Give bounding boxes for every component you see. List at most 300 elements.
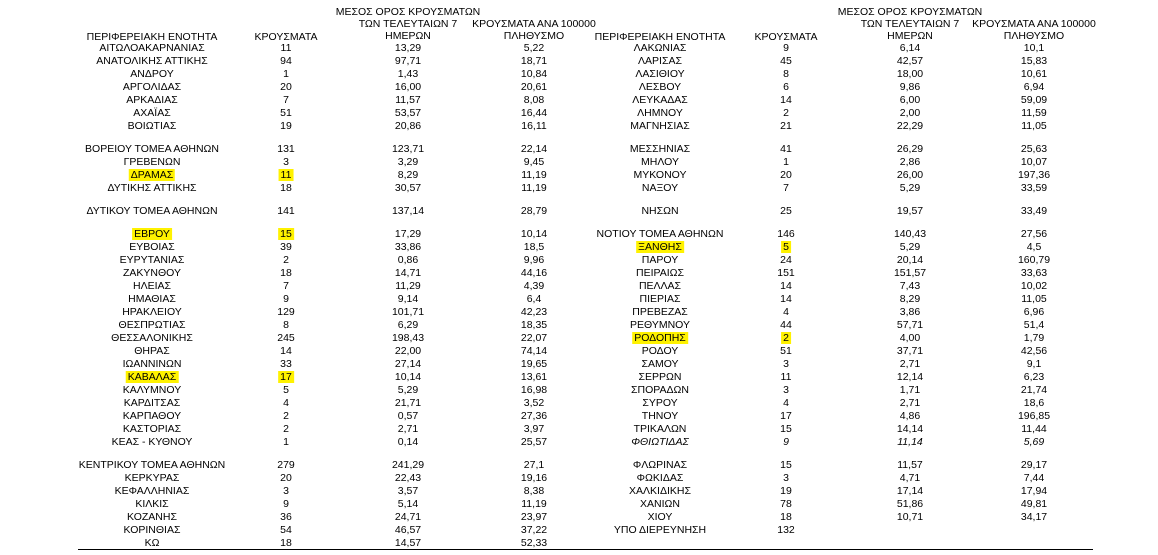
- right-row-cases-cell: [783, 156, 789, 168]
- left-row-per-cell: [521, 436, 547, 448]
- right-row-per-text: 33,63: [1020, 267, 1048, 279]
- right-row-per-text: 34,17: [1020, 511, 1048, 523]
- left-row-name-text: ΖΑΚΥΝΘΟΥ: [122, 267, 182, 279]
- right-row-name-highlight: ΡΟΔΟΠΗΣ: [634, 332, 686, 344]
- right-row-avg-cell: [900, 332, 920, 344]
- left-row-name-text: ΑΙΤΩΛΟΑΚΑΡΝΑΝΙΑΣ: [99, 42, 205, 54]
- left-row-name-cell: [79, 459, 225, 471]
- right-row-name-text: ΠΡΕΒΕΖΑΣ: [632, 306, 688, 318]
- right-row-name-cell: [640, 293, 681, 305]
- left-row-per-text: 10,14: [520, 228, 548, 240]
- left-row-avg-cell: [395, 107, 421, 119]
- left-row-avg-cell: [395, 94, 421, 106]
- header-region-left: ΠΕΡΙΦΕΡΕΙΑΚΗ ΕΝΟΤΗΤΑ: [86, 31, 218, 43]
- left-row-cases-cell: [283, 94, 289, 106]
- left-row-cases-text: 18: [280, 267, 292, 279]
- right-row-per-cell: [1024, 397, 1044, 409]
- left-row-avg-cell: [398, 436, 418, 448]
- left-row-name-cell: [96, 55, 207, 67]
- left-row-per-cell: [521, 332, 547, 344]
- right-row-name-cell: [641, 205, 678, 217]
- left-row-cases-text: 8: [283, 319, 289, 331]
- right-row-cases-text: 24: [780, 254, 792, 266]
- right-row-cases-cell: [783, 397, 789, 409]
- left-row-per-text: 18,35: [520, 319, 548, 331]
- left-row-per-cell: [521, 267, 547, 279]
- right-row-name-cell: [642, 345, 679, 357]
- right-row-name-cell: [642, 397, 677, 409]
- right-row-avg-text: 19,57: [896, 205, 924, 217]
- left-row-per-cell: [521, 384, 547, 396]
- right-row-per-text: 10,02: [1020, 280, 1048, 292]
- right-row-per-text: 7,44: [1023, 472, 1045, 484]
- left-row-name-text: ΑΝΔΡΟΥ: [130, 68, 174, 80]
- right-row-name-cell: [631, 436, 689, 448]
- right-row-avg-text: 11,57: [897, 459, 923, 471]
- right-row-name-text: ΧΙΟΥ: [647, 511, 673, 523]
- right-row-cases-text: 151: [777, 267, 795, 279]
- right-row-avg-cell: [900, 306, 920, 318]
- right-row-avg-cell: [897, 511, 923, 523]
- right-row-per-cell: [1021, 143, 1047, 155]
- right-row-name-text: ΛΑΚΩΝΙΑΣ: [633, 42, 687, 54]
- left-row-avg-text: 11,29: [395, 280, 421, 292]
- left-row-cases-cell: [280, 524, 292, 536]
- right-row-avg-text: 10,71: [896, 511, 924, 523]
- right-row-name-cell: [636, 267, 684, 279]
- right-row-cases-cell: [781, 241, 791, 253]
- right-row-per-text: 42,56: [1020, 345, 1048, 357]
- left-row-name-text: ΙΩΑΝΝΙΝΩΝ: [122, 358, 182, 370]
- left-row-cases-text: 36: [280, 511, 292, 523]
- right-row-name-text: ΣΑΜΟΥ: [641, 358, 679, 370]
- right-row-cases-text: 14: [780, 280, 792, 292]
- right-row-per-text: 9,1: [1026, 358, 1042, 370]
- left-row-avg-text: 137,14: [391, 205, 425, 217]
- right-row-name-cell: [631, 384, 689, 396]
- right-row-avg-cell: [900, 410, 920, 422]
- left-row-avg-cell: [395, 345, 421, 357]
- left-row-name-text: ΚΟΖΑΝΗΣ: [127, 511, 177, 523]
- left-row-per-text: 44,16: [520, 267, 548, 279]
- left-row-per-cell: [521, 169, 547, 181]
- right-row-per-text: 197,36: [1017, 169, 1051, 181]
- right-row-avg-text: 5,29: [899, 182, 921, 194]
- left-row-name-cell: [119, 319, 186, 331]
- right-row-per-cell: [1018, 410, 1050, 422]
- left-row-name-text: ΚΑΡΔΙΤΣΑΣ: [123, 397, 181, 409]
- left-row-name-highlight: ΕΒΡΟΥ: [134, 228, 170, 240]
- right-row-cases-text: 8: [783, 68, 789, 80]
- left-row-avg-cell: [398, 68, 418, 80]
- right-row-avg-cell: [897, 143, 923, 155]
- right-row-cases-cell: [780, 319, 792, 331]
- right-row-name-cell: [641, 358, 678, 370]
- right-row-cases-cell: [783, 384, 789, 396]
- right-row-avg-cell: [900, 182, 920, 194]
- right-row-avg-text: 18,00: [896, 68, 924, 80]
- right-row-per-text: 33,59: [1020, 182, 1048, 194]
- right-row-per-text: 1,79: [1023, 332, 1045, 344]
- bottom-rule: [78, 549, 1093, 550]
- right-row-per-cell: [1021, 280, 1047, 292]
- left-row-avg-text: 24,71: [394, 511, 422, 523]
- left-row-per-cell: [521, 205, 547, 217]
- left-row-per-text: 18,5: [523, 241, 545, 253]
- left-row-avg-cell: [395, 371, 421, 383]
- right-row-avg-cell: [894, 267, 926, 279]
- right-row-cases-cell: [780, 485, 792, 497]
- right-row-name-text: ΦΛΩΡΙΝΑΣ: [632, 459, 688, 471]
- right-row-cases-cell: [780, 423, 792, 435]
- right-row-name-cell: [630, 120, 690, 132]
- right-row-avg-cell: [897, 498, 923, 510]
- left-row-cases-text: 11: [280, 42, 292, 54]
- left-row-cases-text: 33: [280, 358, 292, 370]
- left-row-cases-text: 4: [283, 397, 289, 409]
- left-row-avg-cell: [392, 459, 424, 471]
- left-row-name-text: ΚΟΡΙΝΘΙΑΣ: [123, 524, 181, 536]
- left-row-per-text: 13,61: [520, 371, 548, 383]
- left-row-avg-text: 1,43: [397, 68, 419, 80]
- right-row-per-cell: [1018, 169, 1050, 181]
- right-row-per-cell: [1021, 156, 1047, 168]
- left-row-name-text: ΓΡΕΒΕΝΩΝ: [123, 156, 181, 168]
- right-row-cases-cell: [783, 182, 789, 194]
- right-row-cases-text: 41: [780, 143, 792, 155]
- right-row-avg-text: 22,29: [896, 120, 924, 132]
- right-row-name-cell: [632, 94, 688, 106]
- left-row-name-cell: [124, 524, 181, 536]
- left-row-avg-cell: [398, 156, 418, 168]
- left-row-cases-cell: [280, 120, 292, 132]
- left-row-name-text: ΑΡΚΑΔΙΑΣ: [126, 94, 178, 106]
- right-row-cases-cell: [780, 511, 792, 523]
- right-row-avg-text: 51,86: [896, 498, 924, 510]
- right-row-name-cell: [648, 511, 673, 523]
- left-row-cases-cell: [280, 537, 292, 549]
- right-row-avg-text: 12,14: [896, 371, 924, 383]
- right-row-avg-text: 26,00: [896, 169, 924, 181]
- right-row-per-text: 29,17: [1020, 459, 1048, 471]
- left-row-cases-text: 131: [277, 143, 295, 155]
- left-row-per-text: 37,22: [520, 524, 548, 536]
- right-row-avg-text: 2,00: [899, 107, 921, 119]
- left-row-name-cell: [124, 156, 181, 168]
- left-row-per-text: 11,19: [521, 498, 547, 510]
- right-row-per-cell: [1021, 107, 1047, 119]
- left-row-cases-text: 18: [280, 182, 292, 194]
- right-row-name-text: ΛΑΣΙΘΙΟΥ: [635, 68, 685, 80]
- left-row-cases-cell: [283, 397, 289, 409]
- left-row-cases-cell: [283, 254, 289, 266]
- right-row-name-text: ΛΕΣΒΟΥ: [638, 81, 682, 93]
- right-row-cases-text: 132: [777, 524, 795, 536]
- left-row-cases-text: 141: [277, 205, 295, 217]
- right-row-name-text: ΤΗΝΟΥ: [641, 410, 679, 422]
- right-row-name-text: ΜΗΛΟΥ: [641, 156, 679, 168]
- left-row-per-cell: [524, 94, 544, 106]
- right-row-cases-text: 44: [780, 319, 792, 331]
- left-row-name-text: ΚΕΝΤΡΙΚΟΥ ΤΟΜΕΑ ΑΘΗΝΩΝ: [78, 459, 226, 471]
- header-avg-right-3: ΗΜΕΡΩΝ: [887, 30, 933, 42]
- left-row-name-cell: [86, 205, 217, 217]
- left-row-name-cell: [134, 345, 169, 357]
- right-row-cases-cell: [780, 143, 792, 155]
- left-row-per-text: 6,4: [526, 293, 542, 305]
- right-row-name-text: ΧΑΛΚΙΔΙΚΗΣ: [629, 485, 691, 497]
- right-row-per-cell: [1024, 371, 1044, 383]
- right-row-cases-text: 45: [780, 55, 792, 67]
- left-row-name-text: ΚΑΣΤΟΡΙΑΣ: [122, 423, 182, 435]
- right-row-cases-cell: [783, 81, 789, 93]
- left-row-name-cell: [128, 120, 177, 132]
- right-row-name-text: ΦΘΙΩΤΙΔΑΣ: [631, 436, 689, 448]
- left-row-name-cell: [125, 472, 180, 484]
- left-row-cases-text: 1: [283, 68, 289, 80]
- right-row-cases-text: 15: [780, 423, 792, 435]
- right-row-per-text: 160,79: [1017, 254, 1051, 266]
- left-row-avg-cell: [398, 293, 418, 305]
- left-row-avg-text: 53,57: [394, 107, 422, 119]
- left-row-avg-cell: [395, 120, 421, 132]
- right-row-avg-text: 6,14: [899, 42, 921, 54]
- right-row-name-cell: [597, 228, 724, 240]
- right-row-name-text: ΠΕΛΛΑΣ: [638, 280, 682, 292]
- left-row-name-cell: [123, 423, 181, 435]
- left-row-avg-cell: [398, 169, 418, 181]
- left-row-cases-cell: [280, 345, 292, 357]
- left-row-name-cell: [129, 169, 175, 181]
- right-row-per-cell: [1021, 511, 1047, 523]
- header-cases-right: ΚΡΟΥΣΜΑΤΑ: [754, 31, 818, 43]
- left-row-name-text: ΚΑΛΥΜΝΟΥ: [122, 384, 182, 396]
- left-row-avg-cell: [398, 384, 418, 396]
- left-row-avg-text: 21,71: [394, 397, 422, 409]
- left-row-avg-cell: [395, 81, 421, 93]
- right-row-name-cell: [632, 332, 688, 344]
- right-row-avg-cell: [900, 397, 920, 409]
- left-row-per-cell: [524, 397, 544, 409]
- left-row-name-text: ΚΕΦΑΛΛΗΝΙΑΣ: [114, 485, 190, 497]
- left-row-name-cell: [99, 42, 204, 54]
- right-row-name-text: ΡΟΔΟΥ: [641, 345, 679, 357]
- right-row-name-text: ΜΥΚΟΝΟΥ: [633, 169, 687, 181]
- right-row-per-text: 51,4: [1023, 319, 1045, 331]
- right-row-cases-cell: [783, 68, 789, 80]
- right-row-per-cell: [1027, 241, 1042, 253]
- right-row-per-text: 6,23: [1023, 371, 1045, 383]
- right-row-avg-cell: [897, 254, 923, 266]
- left-row-cases-text: 9: [283, 498, 289, 510]
- left-row-cases-text: 2: [283, 410, 289, 422]
- right-row-cases-text: 14: [780, 94, 792, 106]
- left-row-cases-text: 7: [283, 94, 289, 106]
- left-row-cases-highlight: 17: [280, 371, 292, 383]
- right-row-cases-text: 3: [783, 358, 789, 370]
- right-row-cases-text: 15: [780, 459, 792, 471]
- right-row-cases-cell: [780, 280, 792, 292]
- left-row-cases-cell: [283, 280, 289, 292]
- left-row-avg-cell: [392, 205, 424, 217]
- left-row-name-cell: [132, 228, 172, 240]
- right-row-name-cell: [614, 524, 706, 536]
- right-row-name-cell: [632, 306, 688, 318]
- right-row-cases-cell: [780, 120, 792, 132]
- left-row-avg-cell: [395, 537, 421, 549]
- right-row-cases-cell: [781, 332, 791, 344]
- right-row-cases-text: 2: [783, 107, 789, 119]
- left-row-name-text: ΚΕΡΚΥΡΑΣ: [124, 472, 180, 484]
- right-row-avg-cell: [900, 107, 920, 119]
- left-row-cases-text: 3: [283, 485, 289, 497]
- right-row-per-text: 18,6: [1023, 397, 1045, 409]
- left-row-per-cell: [521, 410, 547, 422]
- header-avg-right-1: ΜΕΣΟΣ ΟΡΟΣ ΚΡΟΥΣΜΑΤΩΝ: [837, 6, 983, 18]
- left-row-avg-cell: [398, 319, 418, 331]
- left-row-avg-cell: [395, 241, 421, 253]
- left-row-avg-text: 101,71: [391, 306, 425, 318]
- left-row-avg-cell: [395, 228, 421, 240]
- right-row-per-text: 6,96: [1023, 306, 1045, 318]
- right-row-name-text: ΣΥΡΟΥ: [642, 397, 678, 409]
- right-row-cases-text: 9: [783, 436, 789, 448]
- right-row-avg-cell: [897, 345, 923, 357]
- left-row-cases-cell: [279, 169, 294, 181]
- right-row-per-cell: [1021, 55, 1047, 67]
- left-row-avg-text: 3,29: [397, 156, 419, 168]
- left-row-cases-cell: [283, 436, 289, 448]
- right-row-cases-cell: [780, 169, 792, 181]
- right-row-cases-cell: [783, 472, 789, 484]
- left-row-per-cell: [524, 254, 544, 266]
- left-row-cases-text: 245: [277, 332, 295, 344]
- left-row-cases-text: 7: [283, 280, 289, 292]
- right-row-name-highlight: ΞΑΝΘΗΣ: [638, 241, 682, 253]
- left-row-per-text: 42,23: [520, 306, 548, 318]
- right-row-avg-cell: [900, 293, 920, 305]
- left-row-name-cell: [135, 498, 168, 510]
- right-row-avg-cell: [897, 423, 923, 435]
- left-row-avg-text: 46,57: [394, 524, 422, 536]
- left-row-cases-cell: [283, 293, 289, 305]
- right-row-cases-text: 14: [780, 293, 792, 305]
- right-row-cases-cell: [780, 254, 792, 266]
- header-avg-left-1: ΜΕΣΟΣ ΟΡΟΣ ΚΡΟΥΣΜΑΤΩΝ: [335, 6, 481, 18]
- right-row-avg-text: 5,29: [899, 241, 921, 253]
- right-row-per-text: 10,1: [1023, 42, 1045, 54]
- left-row-per-cell: [521, 120, 547, 132]
- right-row-cases-text: 19: [780, 485, 792, 497]
- right-row-name-text: ΧΑΝΙΩΝ: [640, 498, 680, 510]
- left-row-avg-cell: [395, 472, 421, 484]
- left-row-cases-cell: [277, 306, 295, 318]
- left-row-per-text: 9,45: [523, 156, 545, 168]
- right-row-avg-text: 4,00: [899, 332, 921, 344]
- right-row-name-text: ΥΠΟ ΔΙΕΡΕΥΝΗΣΗ: [613, 524, 707, 536]
- left-row-name-cell: [129, 241, 175, 253]
- left-row-per-text: 4,39: [523, 280, 545, 292]
- right-row-cases-highlight: 5: [783, 241, 789, 253]
- right-row-name-text: ΡΕΘΥΜΝΟΥ: [629, 319, 691, 331]
- left-row-avg-cell: [395, 42, 421, 54]
- left-row-per-cell: [527, 293, 542, 305]
- left-row-avg-text: 27,14: [394, 358, 422, 370]
- left-row-cases-text: 5: [283, 384, 289, 396]
- right-row-cases-cell: [780, 459, 792, 471]
- left-row-avg-text: 2,71: [397, 423, 419, 435]
- left-row-per-cell: [521, 306, 547, 318]
- left-row-name-text: ΗΡΑΚΛΕΙΟΥ: [122, 306, 182, 318]
- right-row-per-cell: [1021, 120, 1047, 132]
- right-row-per-cell: [1021, 182, 1047, 194]
- left-row-cases-cell: [278, 371, 294, 383]
- left-row-per-cell: [524, 423, 544, 435]
- left-row-cases-text: 19: [280, 120, 292, 132]
- left-row-name-text: ΚΕΑΣ - ΚΥΘΝΟΥ: [111, 436, 193, 448]
- left-row-name-cell: [85, 143, 219, 155]
- right-row-per-text: 27,56: [1020, 228, 1048, 240]
- left-row-cases-text: 2: [283, 254, 289, 266]
- left-row-avg-text: 0,86: [397, 254, 419, 266]
- left-row-avg-text: 10,14: [394, 371, 422, 383]
- right-row-per-cell: [1024, 319, 1044, 331]
- left-row-cases-cell: [280, 81, 292, 93]
- right-row-avg-cell: [900, 472, 920, 484]
- right-row-name-cell: [636, 241, 684, 253]
- left-row-avg-text: 22,00: [394, 345, 422, 357]
- left-row-avg-cell: [395, 358, 421, 370]
- right-row-avg-text: 2,86: [899, 156, 921, 168]
- right-row-per-text: 25,63: [1020, 143, 1048, 155]
- right-row-cases-cell: [781, 371, 792, 383]
- right-row-avg-cell: [900, 358, 920, 370]
- left-row-avg-text: 97,71: [394, 55, 422, 67]
- left-row-name-text: ΕΥΒΟΙΑΣ: [129, 241, 175, 253]
- right-row-per-cell: [1021, 68, 1047, 80]
- left-row-avg-cell: [392, 306, 424, 318]
- left-row-per-text: 19,65: [520, 358, 548, 370]
- left-row-name-text: ΔΥΤΙΚΗΣ ΑΤΤΙΚΗΣ: [107, 182, 197, 194]
- right-row-avg-text: 4,71: [899, 472, 921, 484]
- right-row-per-cell: [1021, 205, 1047, 217]
- right-row-per-cell: [1021, 345, 1047, 357]
- right-row-name-text: ΠΙΕΡΙΑΣ: [639, 293, 681, 305]
- right-row-name-cell: [642, 254, 678, 266]
- left-row-name-text: ΒΟΡΕΙΟΥ ΤΟΜΕΑ ΑΘΗΝΩΝ: [85, 143, 219, 155]
- right-row-per-text: 196,85: [1017, 410, 1051, 422]
- left-row-avg-text: 17,29: [394, 228, 422, 240]
- left-row-per-text: 11,19: [521, 182, 547, 194]
- left-row-name-text: ΚΑΡΠΑΘΟΥ: [122, 410, 182, 422]
- right-row-cases-cell: [783, 306, 789, 318]
- right-row-cases-cell: [777, 228, 795, 240]
- right-row-avg-text: 11,14: [897, 436, 923, 448]
- header-per100k-right-2: ΠΛΗΘΥΣΜΟ: [1003, 30, 1065, 42]
- left-row-avg-text: 14,57: [394, 537, 422, 549]
- right-row-cases-text: 11: [780, 371, 792, 383]
- left-row-avg-text: 22,43: [394, 472, 422, 484]
- right-row-avg-text: 2,71: [899, 358, 921, 370]
- left-row-avg-text: 33,86: [394, 241, 422, 253]
- right-row-per-text: 4,5: [1026, 241, 1042, 253]
- right-row-per-text: 59,09: [1020, 94, 1048, 106]
- left-row-cases-text: 18: [280, 537, 292, 549]
- right-row-name-text: ΜΕΣΣΗΝΙΑΣ: [629, 143, 691, 155]
- left-row-cases-text: 51: [280, 107, 292, 119]
- left-row-per-cell: [521, 81, 547, 93]
- right-row-per-cell: [1021, 384, 1047, 396]
